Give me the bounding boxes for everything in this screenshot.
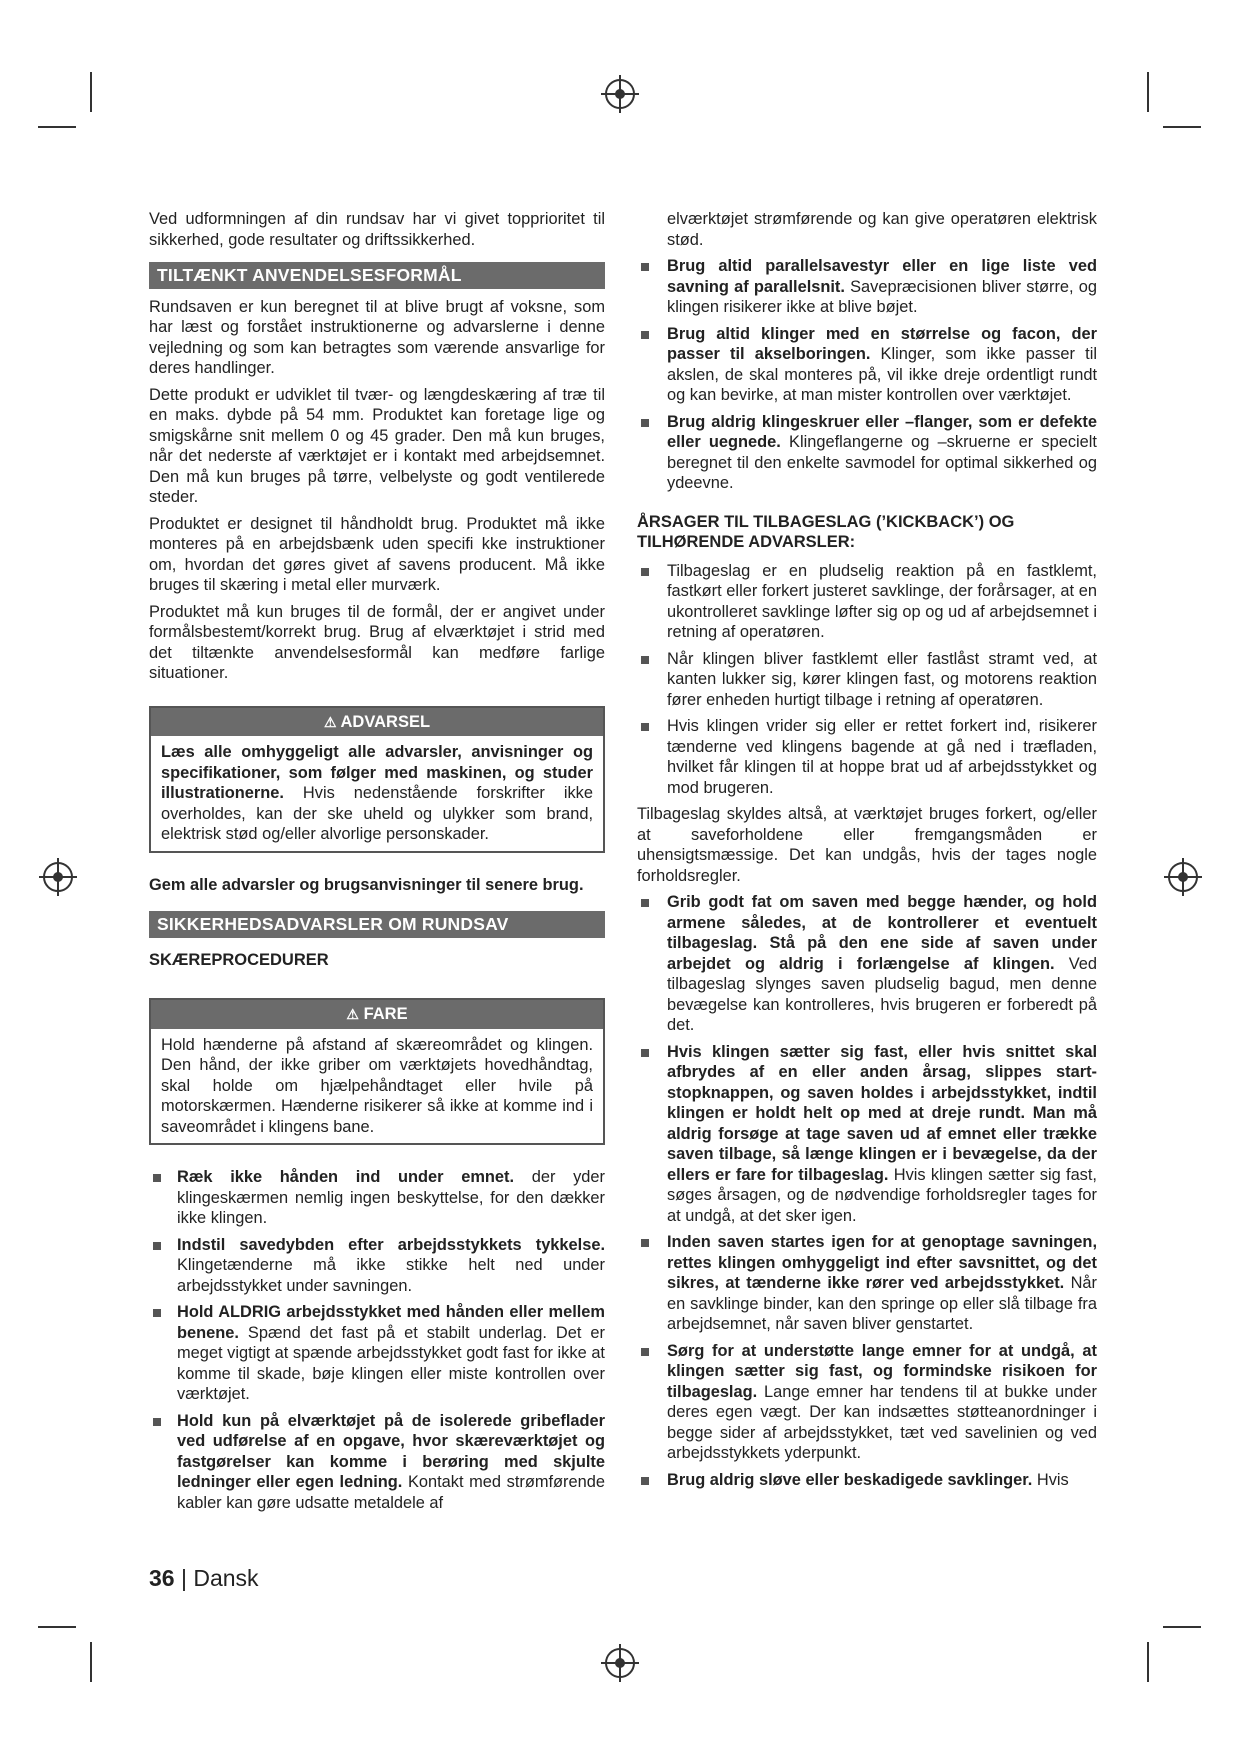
registration-mark-icon [605,79,635,109]
crop-mark [38,1626,76,1628]
warning-box [149,706,605,853]
crop-mark [1163,1626,1201,1628]
crop-mark [1147,1642,1149,1682]
crop-mark [38,126,76,128]
registration-mark-icon [605,1648,635,1678]
list-item: Hvis klingen sætter sig fast, eller hvis snittet skal afbrydes af en eller anden årsag, slippes start-stopknappen, og saven holdes i arbejdsstykket, indtil klingen er holdt helt op med at dreje rundt. Man må aldrig forsøge at tage saven ud af emnet eller trække saven tilbage, så længe klingen er i bevægelse, da der ellers er fare for tilbageslag. Hvis klingen sætter sig fast, søges årsagen, og de nødvendige forholdsregler tages for at undgå, at det sker igen. [637,1042,1097,1227]
paragraph: Rundsaven er kun beregnet til at blive brugt af voksne, som har læst og forstået instruktionerne og advarslerne i denne vejledning og som kan betragtes som værende ansvarlige for deres handlinger. [149,297,605,377]
intro-paragraph: Ved udformningen af din rundsav har vi givet topprioritet til sikkerhed, gode resultater og driftssikkerhed. [149,210,605,249]
list-item: Hold ALDRIG arbejdsstykket med hånden eller mellem benene. Spænd det fast på et stabilt underlag. Det er meget vigtigt at spænde arbejdsstykket godt fast for ikke at komme til skade, bøje klingen eller miste kontrollen over værktøjet. [149,1302,605,1405]
list-item: Inden saven startes igen for at genoptage savningen, rettes klingen omhyggeligt ind efter savsnittet, og det sikres, at tænderne ikke rører ved arbejdsstykket. Når en savklinge binder, kan den springe op eller slå tilbage fra arbejdsemnet, når saven bliver genstartet. [637,1232,1097,1335]
list-item: Ræk ikke hånden ind under emnet. der yder klingeskærmen nemlig ingen beskyttelse, for den dækker ikke klingen. [149,1167,605,1229]
right-column [637,209,1097,1496]
footer-language: Dansk [193,1565,259,1591]
danger-body: Hold hænderne på afstand af skæreområdet og klingen. Den hånd, der ikke griber om værktøjets hovedhåndtag, skal holde om hjælpehåndtaget eller hvile på motorskærmen. Hænderne risikerer så ikke at komme ind i saveområdet i klingens bane. [161,1035,593,1136]
bullet-list [637,561,1097,799]
page-footer [149,1565,259,1592]
warning-text: Hvis nedenstående forskrifter ikke overholdes, kan der ske uheld og ulykker som brand, elektrisk stød og/eller alvorlige personskader. [161,784,593,843]
list-item: Når klingen bliver fastklemt eller fastlåst stramt ved, at kanten lukker sig, kører klingen fast, og motorens reaktion fører enheden hurtigt tilbage i retning af operatøren. [637,649,1097,711]
registration-mark-icon [1168,862,1198,892]
bullet-list [637,256,1097,494]
warning-triangle-icon: ⚠ [323,713,337,730]
left-column [149,209,605,1519]
list-item: Indstil savedybden efter arbejdsstykkets tykkelse. Klingetænderne må ikke stikke helt ned under arbejdsstykket under savningen. [149,1235,605,1297]
list-item: Grib godt fat om saven med begge hænder, og hold armene således, at de kontrollerer et eventuelt tilbageslag. Stå på den ene side af saven under arbejdet og aldrig i forlængelse af klingen. Ved tilbageslag slynges saven pludselig bagud, men denne bevægelse kan kontrolleres, hvis brugeren er forberedt på det. [637,892,1097,1036]
list-item: Brug altid klinger med en størrelse og facon, der passer til akselboringen. Klinger, som ikke passer til akslen, de skal monteres på, vil ikke dreje ordentligt rundt og kan bevirke, at man mister kontrollen over værktøjet. [637,324,1097,406]
registration-mark-icon [43,862,73,892]
danger-box [149,998,605,1145]
list-item: Sørg for at understøtte lange emner for at undgå, at klingen sætter sig fast, og formindske risikoen for tilbageslag. Lange emner har tendens til at bukke under deres egen vægt. Der kan indsættes støtteanordninger i begge sider af arbejdsstykket, tæt ved savelinien og ved arbejdsstykkets yderpunkt. [637,1341,1097,1464]
warning-bold: Læs alle omhyggeligt alle advarsler, anvisninger og specifikationer, som følger med maskinen, og studer illustrationerne. [161,743,593,802]
list-item: Hvis klingen vrider sig eller er rettet forkert ind, risikerer tænderne ved klingens bagende at gå ned i træfladen, hvilket får klingen til at hoppe brat ud af arbejdsstykket og mod brugeren. [637,716,1097,798]
section-heading: TILTÆNKT ANVENDELSESFORMÅL [149,262,605,289]
save-note: Gem alle advarsler og brugsanvisninger til senere brug. [149,875,584,894]
section-heading: SIKKERHEDSADVARSLER OM RUNDSAV [149,911,605,938]
danger-title: FARE [363,1005,408,1023]
warning-header [151,708,603,737]
bullet-list [149,1167,605,1513]
paragraph: Produktet er designet til håndholdt brug. Produktet må ikke monteres på en arbejdsbænk uden specifi kke instruktioner om, hvordan det gøres givet af savens producent. Må ikke bruges til skæring i metal eller murværk. [149,514,605,594]
warning-body [151,736,603,851]
footer-separator: | [174,1565,194,1591]
paragraph: Dette produkt er udviklet til tvær- og længdeskæring af træ til en maks. dybde på 54 mm. Produktet kan foretage lige og smigskårne snit mellem 0 og 45 grader. Den må kun bruges, når det nederste af værktøjet er i kontakt med arbejdsemnet. Den må kun bruges på tørre, velbelyste og godt ventilerede steder. [149,385,605,506]
subheading: SKÆREPROCEDURER [149,950,329,969]
crop-mark [90,72,92,112]
page-number: 36 [149,1565,175,1591]
list-item: Brug aldrig sløve eller beskadigede savklinger. Hvis [637,1470,1097,1491]
list-item: Brug altid parallelsavestyr eller en lige liste ved savning af parallelsnit. Savepræcisionen bliver større, og klingen risikerer ikke at blive bøjet. [637,256,1097,318]
paragraph: Tilbageslag skyldes altså, at værktøjet bruges forkert, og/eller at saveforholdene eller fremgangsmåden er uhensigtsmæssige. Det kan undgås, hvis der tages nogle forholdsregler. [637,805,1097,885]
bullet-list [637,892,1097,1490]
crop-mark [1163,126,1201,128]
danger-triangle-icon: ⚠ [346,1006,359,1022]
danger-header [151,1000,603,1029]
list-item: Brug aldrig klingeskruer eller –flanger, som er defekte eller uegnede. Klingeflangerne og –skruerne er specielt beregnet til den enkelte savmodel for optimal sikkerhed og ydeevne. [637,412,1097,494]
kickback-heading: ÅRSAGER TIL TILBAGESLAG (’KICKBACK’) OG TILHØRENDE ADVARSLER: [637,512,1015,551]
crop-mark [1147,72,1149,112]
continued-text: elværktøjet strømførende og kan give operatøren elektrisk stød. [667,210,1097,249]
list-item: Hold kun på elværktøjet på de isolerede gribeflader ved udførelse af en opgave, hvor skæreværktøjet og fastgørelser kan komme i berøring med skjulte ledninger eller egen ledning. Kontakt med strømførende kabler kan gøre udsatte metaldele af [149,1411,605,1514]
list-item: Tilbageslag er en pludselig reaktion på en fastklemt, fastkørt eller forkert justeret savklinge, der forårsager, at en ukontrolleret savklinge løfter sig op og ud af arbejdsemnet i retning af operatøren. [637,561,1097,643]
crop-mark [90,1642,92,1682]
paragraph: Produktet må kun bruges til de formål, der er angivet under formålsbestemt/korrekt brug. Brug af elværktøjet i strid med det tiltænkte anvendelsesformål kan medføre farlige situationer. [149,602,605,682]
warning-title: ADVARSEL [340,712,431,731]
